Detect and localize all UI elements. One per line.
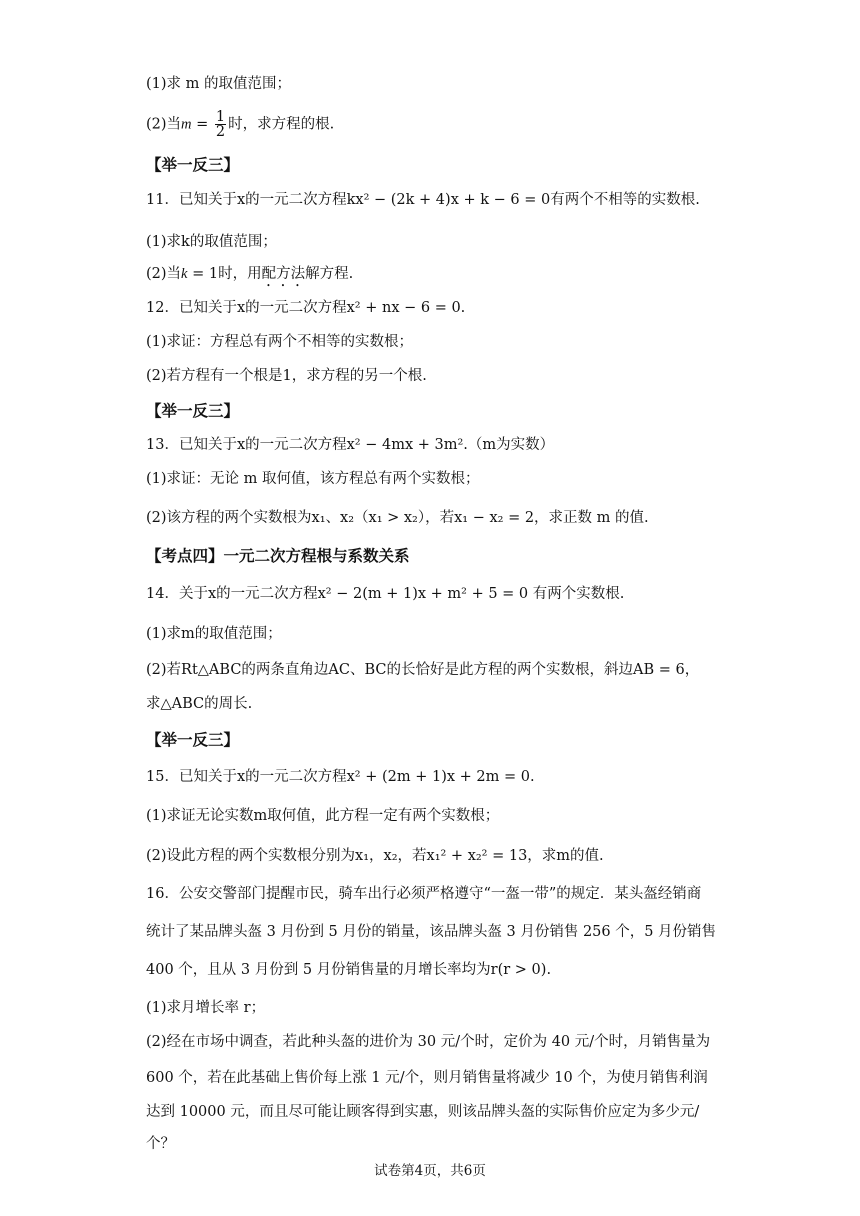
question-11: 11．已知关于x的一元二次方程kx² − (2k + 4)x + k − 6 = 0有两个不相等的实数根. — [146, 192, 700, 208]
question-15-part-2: (2)设此方程的两个实数根分别为x₁，x₂，若x₁² + x₂² = 13，求m的值. — [146, 848, 604, 864]
question-16-line-3: 400 个，且从 3 月份到 5 月份销售量的月增长率均为r(r > 0). — [146, 962, 552, 978]
fraction-one-half: $\frac{1}{2}$ — [215, 109, 226, 140]
question-11-part-2: (2)当k = 1时，用配方法解方程. — [146, 266, 354, 282]
question-12-part-1: (1)求证：方程总有两个不相等的实数根； — [146, 334, 414, 350]
question-15-part-1: (1)求证无论实数m取何值，此方程一定有两个实数根； — [146, 808, 500, 824]
question-12-part-2: (2)若方程有一个根是1，求方程的另一个根. — [146, 368, 427, 384]
emphasized-term: 配方法 — [261, 266, 306, 282]
question-16: 16．公安交警部门提醒市民，骑车出行必须严格遵守“一盔一带”的规定．某头盔经销商 — [146, 886, 702, 902]
question-16-part-1: (1)求月增长率 r； — [146, 1000, 266, 1016]
question-14-part-2-cont: 求△ABC的周长. — [146, 696, 253, 712]
section-heading-practice: 【举一反三】 — [146, 155, 240, 174]
section-heading-topic-4: 【考点四】一元二次方程根与系数关系 — [146, 546, 410, 565]
question-16-part-2-line-4: 个？ — [146, 1136, 175, 1152]
question-14-part-2: (2)若Rt△ABC的两条直角边AC、BC的长恰好是此方程的两个实数根，斜边AB = 6， — [146, 662, 700, 678]
question-15: 15．已知关于x的一元二次方程x² + (2m + 1)x + 2m = 0. — [146, 769, 535, 785]
question-11-part-1: (1)求k的取值范围； — [146, 234, 277, 250]
question-10-part-2: (2)当m = $\frac{1}{2}$ 时，求方程的根. — [146, 109, 335, 140]
question-14: 14．关于x的一元二次方程x² − 2(m + 1)x + m² + 5 = 0 有两个实数根. — [146, 586, 625, 602]
section-heading-practice: 【举一反三】 — [146, 401, 240, 420]
question-10-part-1: (1)求 m 的取值范围； — [146, 76, 292, 92]
question-13-part-1: (1)求证：无论 m 取何值，该方程总有两个实数根； — [146, 471, 480, 487]
question-16-part-2-line-3: 达到 10000 元，而且尽可能让顾客得到实惠，则该品牌头盔的实际售价应定为多少元/ — [146, 1104, 700, 1120]
question-12: 12．已知关于x的一元二次方程x² + nx − 6 = 0. — [146, 300, 466, 316]
question-13-part-2: (2)该方程的两个实数根为x₁、x₂（x₁ > x₂），若x₁ − x₂ = 2，求正数 m 的值. — [146, 510, 649, 526]
page-footer: 试卷第4页，共6页 — [374, 1163, 486, 1179]
question-14-part-1: (1)求m的取值范围； — [146, 626, 282, 642]
question-16-part-2-line-2: 600 个，若在此基础上售价每上涨 1 元/个，则月销售量将减少 10 个，为使月销售利润 — [146, 1070, 708, 1086]
question-16-line-2: 统计了某品牌头盔 3 月份到 5 月份的销量，该品牌头盔 3 月份销售 256 个，5 月份销售 — [146, 924, 717, 940]
question-16-part-2: (2)经在市场中调查，若此种头盔的进价为 30 元/个时，定价为 40 元/个时，月销售量为 — [146, 1034, 711, 1050]
question-13: 13．已知关于x的一元二次方程x² − 4mx + 3m².（m为实数） — [146, 437, 555, 453]
section-heading-practice: 【举一反三】 — [146, 730, 240, 749]
